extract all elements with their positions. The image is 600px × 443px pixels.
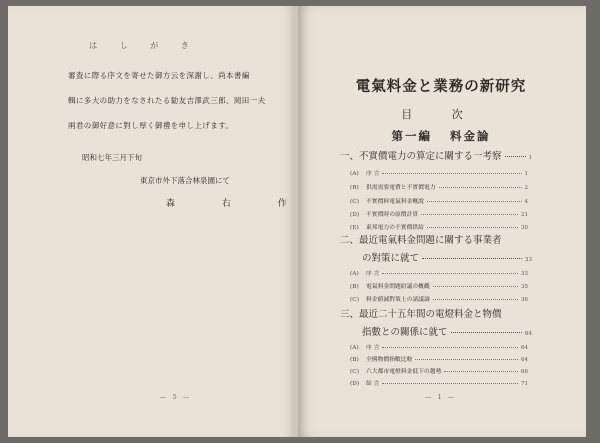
part-title: 料金論 bbox=[450, 129, 491, 143]
section-title: 全國物價指數比較 bbox=[366, 357, 413, 363]
section-title: 序 言 bbox=[366, 171, 380, 177]
part-heading bbox=[296, 128, 586, 144]
section-mark: (A) bbox=[350, 171, 359, 177]
preface-place: 東京市外下落合林泉園にて bbox=[140, 176, 230, 185]
toc-section bbox=[350, 196, 528, 205]
section-title: 六大都市電燈料金低下の趨勢 bbox=[366, 369, 442, 375]
section-page: 35 bbox=[521, 284, 528, 290]
section-page: 30 bbox=[521, 225, 528, 231]
toc-heading: 目 次 bbox=[401, 108, 481, 121]
section-mark: (B) bbox=[350, 284, 359, 290]
section-mark: (C) bbox=[350, 297, 359, 303]
section-title: 序 言 bbox=[366, 345, 380, 351]
book-title: 電氣料金と業務の新研究 bbox=[355, 78, 527, 95]
section-title: 電氣料金問題紛議の概觀 bbox=[366, 284, 430, 290]
chapter-page: 33 bbox=[525, 257, 532, 263]
section-mark: (D) bbox=[350, 381, 360, 387]
dot-leader bbox=[382, 273, 518, 274]
section-page: 36 bbox=[521, 297, 528, 303]
toc-section bbox=[350, 378, 528, 387]
toc-chapter-continued bbox=[362, 250, 532, 264]
dot-leader bbox=[427, 201, 522, 202]
section-page: 2 bbox=[524, 185, 528, 191]
section-mark: (E) bbox=[350, 225, 359, 231]
toc-chapter bbox=[340, 148, 532, 162]
dot-leader bbox=[415, 359, 518, 360]
toc-section bbox=[350, 294, 528, 303]
preface-line: 審査に際る序文を寄せた御方云を深謝し、尚本書編 bbox=[68, 71, 250, 80]
toc-chapter bbox=[340, 232, 532, 246]
section-page: 1 bbox=[524, 171, 528, 177]
preface-line: 兩君の御好意に對し厚く御禮を申し上げます。 bbox=[68, 121, 234, 130]
dot-leader bbox=[451, 332, 522, 333]
section-page: 64 bbox=[521, 357, 528, 363]
section-title: 東邦電力の不實價供給 bbox=[366, 225, 424, 231]
dot-leader bbox=[422, 258, 522, 259]
part-label: 第一編 bbox=[391, 129, 432, 143]
toc-section bbox=[350, 354, 528, 363]
section-mark: (D) bbox=[350, 212, 360, 218]
dot-leader bbox=[505, 156, 526, 157]
section-title: 不實價時の原價計算 bbox=[366, 212, 419, 218]
left-folio: — 5 — bbox=[160, 393, 192, 401]
dot-leader bbox=[382, 347, 518, 348]
chapter-page: 64 bbox=[525, 331, 532, 337]
toc-section bbox=[350, 366, 528, 375]
chapter-title: 指數との關係に就て bbox=[362, 327, 448, 338]
section-mark: (C) bbox=[350, 199, 359, 205]
dot-leader bbox=[433, 299, 518, 300]
preface-heading: は し が き bbox=[89, 41, 199, 50]
preface-line: 輯に多大の助力をなされたる勧友吉澤武三郎、岡田一夫 bbox=[68, 96, 266, 105]
section-page: 71 bbox=[521, 381, 528, 387]
section-mark: (B) bbox=[350, 185, 359, 191]
book-gutter bbox=[294, 6, 298, 437]
preface-date: 昭和七年三月下旬 bbox=[82, 153, 142, 162]
chapter-title: 二、最近電氣料金問題に關する事業者 bbox=[340, 235, 502, 246]
section-page: 33 bbox=[521, 271, 528, 277]
chapter-page: 1 bbox=[528, 155, 532, 161]
toc-section bbox=[350, 342, 528, 351]
section-page: 21 bbox=[521, 212, 528, 218]
dot-leader bbox=[444, 371, 518, 372]
section-mark: (B) bbox=[350, 357, 359, 363]
section-page: 4 bbox=[524, 199, 528, 205]
toc-section bbox=[350, 281, 528, 290]
dot-leader bbox=[421, 214, 518, 215]
section-title: 供需需要電費と不實價電力 bbox=[366, 185, 436, 191]
dot-leader bbox=[433, 286, 518, 287]
section-mark: (C) bbox=[350, 369, 359, 375]
right-folio: — 1 — bbox=[425, 393, 457, 401]
author-name: 森 右 作 bbox=[166, 199, 309, 209]
dot-leader bbox=[382, 383, 518, 384]
chapter-title: 一、不實價電力の算定に關する一考察 bbox=[340, 151, 502, 162]
section-mark: (A) bbox=[350, 271, 359, 277]
dot-leader bbox=[439, 187, 522, 188]
dot-leader bbox=[427, 227, 518, 228]
toc-section bbox=[350, 168, 528, 177]
toc-section bbox=[350, 182, 528, 191]
chapter-title: の對策に就て bbox=[362, 253, 420, 264]
section-title: 序 言 bbox=[366, 271, 380, 277]
section-page: 64 bbox=[521, 345, 528, 351]
section-title: 結 言 bbox=[366, 381, 380, 387]
toc-section bbox=[350, 222, 528, 231]
dot-leader bbox=[382, 173, 521, 174]
toc-section bbox=[350, 209, 528, 218]
toc-section bbox=[350, 268, 528, 277]
chapter-title: 三、最近二十五年間の電燈料金と物價 bbox=[340, 309, 502, 320]
section-title: 不實價料電氣料金概說 bbox=[366, 199, 424, 205]
section-title: 料金値減對策上の諸議論 bbox=[366, 297, 430, 303]
toc-chapter-continued bbox=[362, 324, 532, 338]
section-page: 66 bbox=[521, 369, 528, 375]
toc-chapter bbox=[340, 306, 532, 320]
section-mark: (A) bbox=[350, 345, 359, 351]
